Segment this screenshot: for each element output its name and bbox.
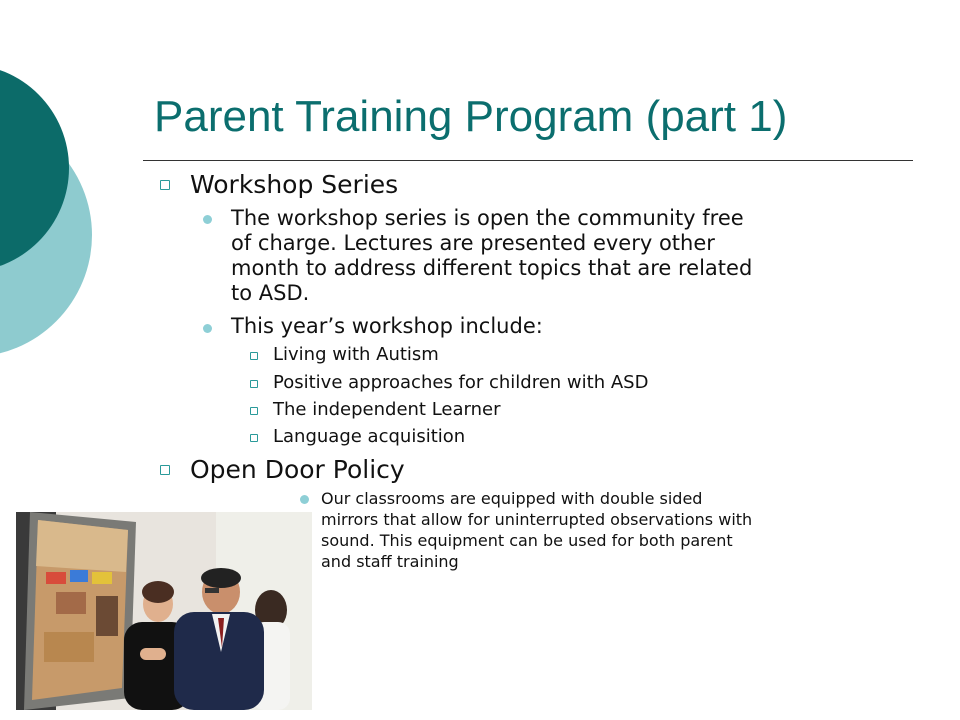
slide-title: Parent Training Program (part 1) — [154, 92, 788, 141]
text-line: of charge. Lectures are presented every other — [231, 231, 715, 255]
text-line: to ASD. — [231, 281, 310, 305]
bullet-open-door-policy: Open Door Policy — [190, 455, 405, 484]
text-line: sound. This equipment can be used for both parent — [321, 531, 733, 550]
square-bullet-icon — [250, 407, 258, 415]
text-line: and staff training — [321, 552, 459, 571]
workshop-item: Living with Autism — [273, 344, 439, 365]
text-line: The workshop series is open the community free — [231, 206, 744, 230]
square-bullet-icon — [250, 352, 258, 360]
workshop-item: Language acquisition — [273, 426, 466, 447]
workshop-description — [231, 206, 752, 306]
workshop-item: Positive approaches for children with ASD — [273, 372, 649, 393]
square-bullet-icon — [250, 380, 258, 388]
open-door-description — [321, 488, 752, 572]
bullet-workshop-series: Workshop Series — [190, 170, 399, 199]
dot-bullet-icon — [203, 324, 212, 333]
text-line: Our classrooms are equipped with double sided — [321, 489, 703, 508]
square-bullet-icon — [250, 434, 258, 442]
dot-bullet-icon — [300, 495, 309, 504]
dot-bullet-icon — [203, 215, 212, 224]
text-line: month to address different topics that are related — [231, 256, 753, 280]
text-line: mirrors that allow for uninterrupted observations with — [321, 510, 753, 529]
workshop-include-heading: This year’s workshop include: — [231, 314, 543, 338]
classroom-observation-photo — [16, 512, 312, 710]
square-bullet-icon — [160, 180, 170, 190]
workshop-item: The independent Learner — [273, 399, 501, 420]
square-bullet-icon — [160, 465, 170, 475]
